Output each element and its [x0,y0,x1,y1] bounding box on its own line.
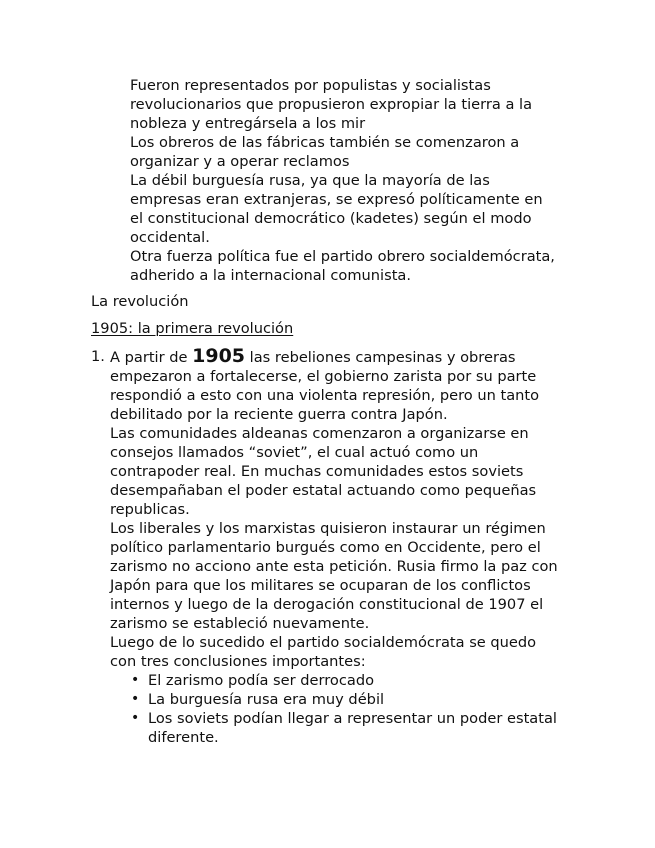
bullet-icon: • [131,672,140,688]
item-paragraph: Las comunidades aldeanas comenzaron a organizarse en consejos llamados “soviet”, el cual actuó como un contrapoder real. En muchas comunidades estos soviets desempañaban el poder estatal actuando como pequeñas republicas. [110,425,537,518]
item-rest-text: las rebeliones campesinas y obreras empezaron a fortalecerse, el gobierno zarista por su parte respondió a esto con una violenta represión, pero un tanto debilitado por la reciente guerra contra Japón. [110,349,540,423]
list-item [110,690,561,709]
bullet-icon: • [131,691,140,707]
highlighted-year: 1905 [192,345,246,367]
section-subtitle: 1905: la primera revolución [91,320,294,337]
item-paragraph [110,347,561,424]
intro-paragraph: Fueron representados por populistas y socialistas revolucionarios que propusieron expropiar la tierra a la nobleza y entregársela a los mir [130,77,533,132]
list-item [110,671,561,690]
item-paragraph: Luego de lo sucedido el partido socialdemócrata se quedo con tres conclusiones importantes: [110,634,537,670]
intro-paragraph: Otra fuerza política fue el partido obrero socialdemócrata, adherido a la internacional comunista. [130,248,555,284]
bullet-text: El zarismo podía ser derrocado [148,672,375,689]
bullet-icon: • [131,710,140,726]
list-number: 1. [91,348,105,365]
intro-paragraph: La débil burguesía rusa, ya que la mayoría de las empresas eran extranjeras, se expresó políticamente en el constitucional democrático (kadetes) según el modo occidental. [130,172,543,246]
list-item [110,709,561,747]
numbered-list-item [91,347,561,747]
item-paragraph: Los liberales y los marxistas quisieron instaurar un régimen político parlamentario burgués como en Occidente, pero el zarismo no acciono ante esta petición. Rusia firmo la paz con Japón para que los militares se ocuparan de los conflictos internos y luego de la derogación constitucional de 1907 el zarismo se estableció nuevamente. [110,520,558,632]
section-title: La revolución [91,293,189,310]
intro-paragraph: Los obreros de las fábricas también se comenzaron a organizar y a operar reclamos [130,134,520,170]
bullet-text: Los soviets podían llegar a representar un poder estatal diferente. [148,710,557,746]
item-lead-text: A partir de [110,349,193,366]
bullet-text: La burguesía rusa era muy débil [148,691,385,708]
intro-paragraphs [130,76,560,285]
list-item-body [110,347,561,747]
conclusions-list [110,671,561,747]
